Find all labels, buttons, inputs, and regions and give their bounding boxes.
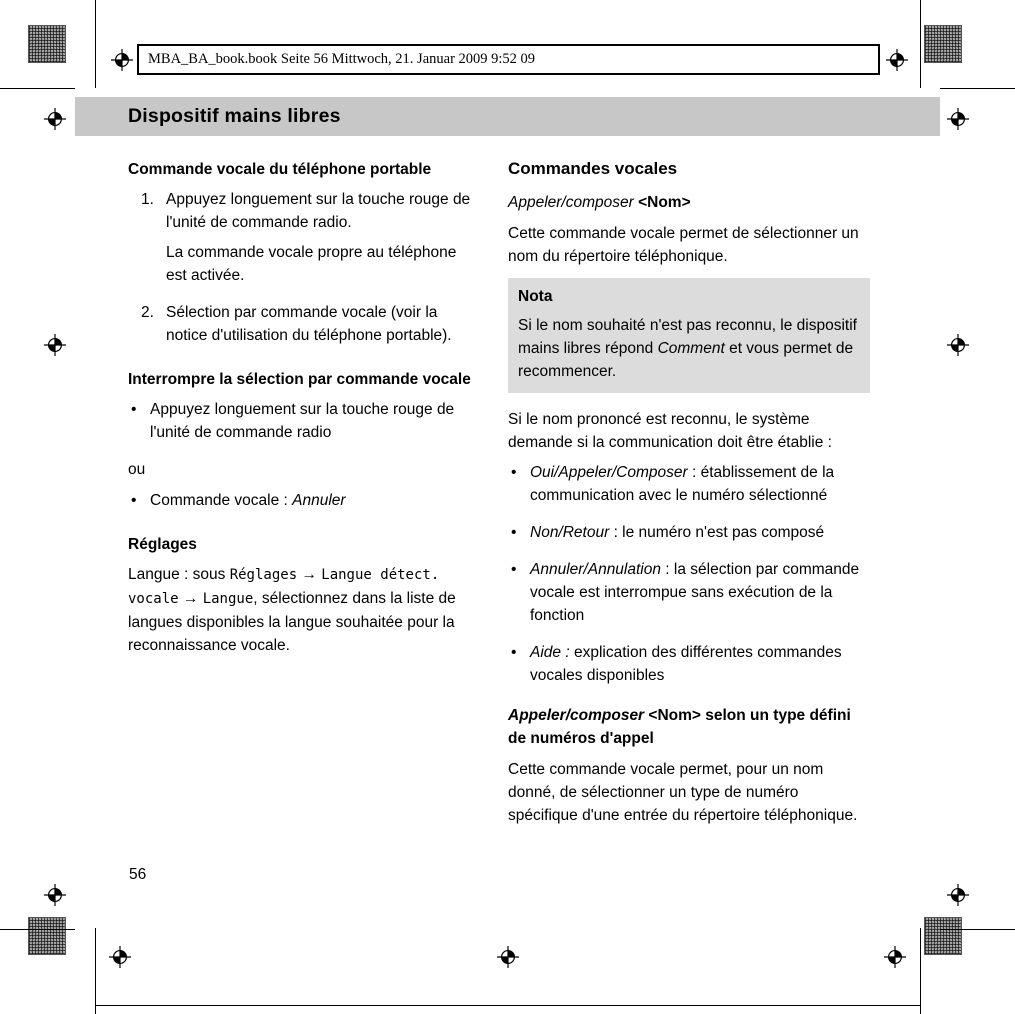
halftone-patch-icon: [924, 917, 962, 955]
halftone-patch-icon: [28, 25, 66, 63]
bullet-marker: •: [511, 644, 517, 661]
section-heading-interrompre: Interrompre la sélection par commande vocale: [128, 371, 471, 388]
registration-mark-icon: [886, 49, 908, 71]
bullet-item: [511, 641, 870, 694]
registration-mark-icon: [947, 884, 969, 906]
bullet-item-text: Appuyez longuement sur la touche rouge de l'unité de commande radio: [150, 401, 455, 441]
command-heading-appeler: Appeler/composer <Nom>: [508, 194, 691, 211]
registration-mark-icon: [109, 946, 131, 968]
registration-mark-icon: [44, 108, 66, 130]
bullet-marker: •: [131, 401, 137, 418]
paragraph: Cette commande vocale permet, pour un nom donné, de sélectionner un type de numéro spécifique d'une entrée du répertoire téléphonique.: [508, 761, 858, 824]
numbered-item-1-note: La commande vocale propre au téléphone est activée.: [166, 244, 457, 284]
registration-mark-icon: [111, 49, 133, 71]
registration-mark-icon: [947, 108, 969, 130]
list-number: 2.: [141, 304, 154, 321]
bullet-item: [131, 489, 480, 519]
bullet-item: [511, 558, 870, 634]
bullet-marker: •: [511, 464, 517, 481]
numbered-item-2-text: Sélection par commande vocale (voir la notice d'utilisation du téléphone portable).: [166, 304, 452, 344]
registration-mark-icon: [884, 946, 906, 968]
settings-paragraph: Langue : sous Réglages → Langue détect. vocale → Langue, sélectionnez dans la liste de langues disponibles la langue souhaitée pour la reconnaissance vocale.: [128, 566, 456, 654]
bullet-marker: •: [511, 561, 517, 578]
bullet-item-text: Non/Retour : le numéro n'est pas composé: [530, 524, 825, 541]
section-heading-reglages: Réglages: [128, 536, 197, 553]
halftone-patch-icon: [28, 917, 66, 955]
command-heading-appeler-type: Appeler/composer <Nom> selon un type défini de numéros d'appel: [508, 707, 851, 747]
halftone-patch-icon: [924, 25, 962, 63]
crop-mark-line: [95, 1005, 921, 1006]
section-heading-commandes-vocales: Commandes vocales: [508, 159, 678, 178]
bullet-item-text: Oui/Appeler/Composer : établissement de la communication avec le numéro sélectionné: [530, 464, 835, 504]
bullet-marker: •: [511, 524, 517, 541]
numbered-item-1-text: Appuyez longuement sur la touche rouge de l'unité de commande radio.: [166, 191, 471, 231]
crop-mark-line: [95, 928, 96, 1014]
paragraph: Si le nom prononcé est reconnu, le système demande si la communication doit être établie :: [508, 411, 832, 451]
bullet-item: [511, 461, 870, 514]
crop-mark-line: [940, 88, 1015, 89]
bullet-item-text: Annuler/Annulation : la sélection par commande vocale est interrompue sans exécution de la fonction: [530, 561, 860, 624]
page-number: 56: [129, 866, 147, 883]
chapter-header-bar: [75, 97, 940, 136]
nota-box: [508, 278, 870, 393]
section-heading-commande-vocale: Commande vocale du téléphone portable: [128, 161, 432, 178]
right-column: [508, 157, 870, 834]
connector-ou: ou: [128, 461, 146, 478]
registration-mark-icon: [44, 334, 66, 356]
left-column: [128, 157, 480, 664]
bullet-marker: •: [131, 492, 137, 509]
bullet-item-text: Commande vocale : Annuler: [150, 492, 346, 509]
numbered-item-1: [141, 188, 480, 294]
crop-mark-line: [0, 88, 75, 89]
list-number: 1.: [141, 191, 154, 208]
bullet-item: [511, 521, 870, 551]
paragraph: Cette commande vocale permet de sélectionner un nom du répertoire téléphonique.: [508, 225, 859, 265]
file-info-banner: [137, 44, 880, 75]
crop-mark-line: [940, 929, 1015, 930]
bullet-item: [131, 398, 480, 451]
crop-mark-line: [920, 0, 921, 88]
crop-mark-line: [0, 929, 75, 930]
page-title: Dispositif mains libres: [128, 105, 341, 127]
registration-mark-icon: [44, 884, 66, 906]
file-info-text: MBA_BA_book.book Seite 56 Mittwoch, 21. Januar 2009 9:52 09: [148, 51, 536, 67]
crop-mark-line: [95, 0, 96, 88]
numbered-item-2: [141, 301, 480, 354]
registration-mark-icon: [497, 946, 519, 968]
crop-mark-line: [920, 928, 921, 1014]
nota-body: Si le nom souhaité n'est pas reconnu, le dispositif mains libres répond Comment et vous permet de recommencer.: [518, 317, 857, 380]
nota-title: Nota: [518, 288, 553, 305]
bullet-item-text: Aide : explication des différentes commandes vocales disponibles: [530, 644, 842, 684]
registration-mark-icon: [947, 334, 969, 356]
